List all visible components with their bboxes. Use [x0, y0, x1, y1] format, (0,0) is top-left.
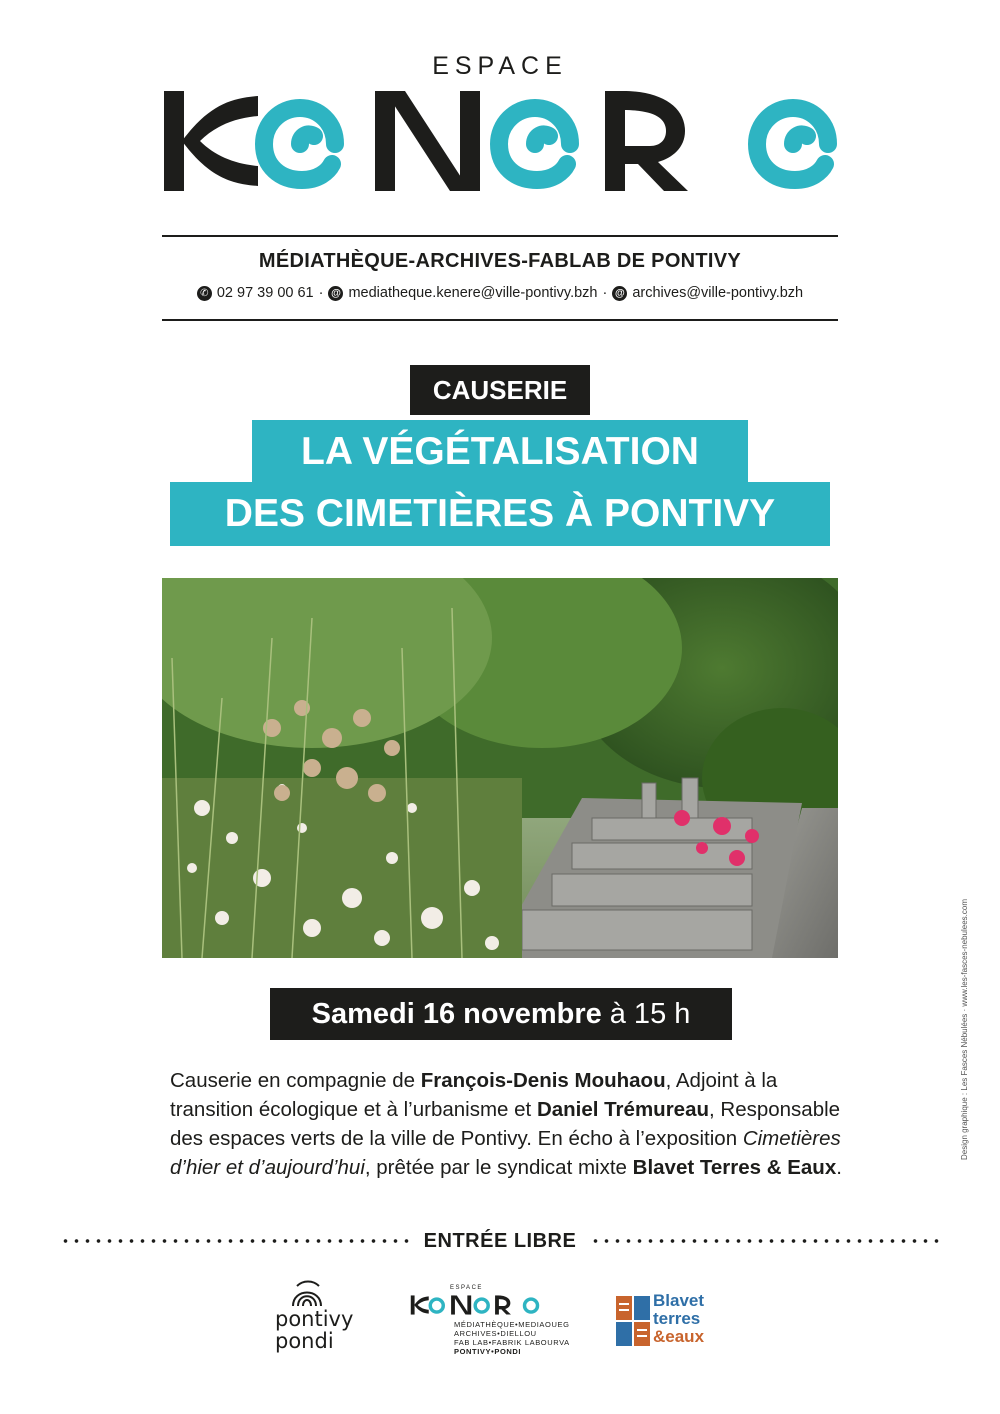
event-title-line1: LA VÉGÉTALISATION: [252, 420, 748, 484]
blavet-eaux: &eaux: [653, 1327, 705, 1346]
email-mediatheque[interactable]: mediatheque.kenere@ville-pontivy.bzh: [348, 285, 598, 301]
fingerprint-icon: [289, 1278, 325, 1308]
kenere-small-logo: [410, 1278, 590, 1358]
kenere-small-line4: PONTIVY•PONDI: [454, 1347, 522, 1356]
phone-number[interactable]: 02 97 39 00 61: [216, 285, 314, 301]
dotted-divider-right: [590, 1239, 940, 1243]
kenere-small-line1: MÉDIATHÈQUE•MEDIAOUEG: [454, 1320, 570, 1329]
partner-name: Blavet Terres & Eaux: [632, 1156, 837, 1179]
header-rule-top: [162, 235, 838, 237]
logo-letter-n: [375, 91, 480, 191]
event-date: [270, 988, 732, 1040]
event-title-line2: DES CIMETIÈRES À PONTIVY: [170, 482, 830, 546]
institution-subtitle: MÉDIATHÈQUE-ARCHIVES-FABLAB DE PONTIVY: [258, 250, 742, 272]
logo-letter-e3: [757, 108, 828, 180]
separator: ·: [318, 285, 324, 301]
blavet-terres: terres: [653, 1309, 701, 1328]
exhibition-title: Cimetières d’hier et d’aujourd’hui: [170, 1127, 841, 1179]
kenere-small-line3: FAB LAB•FABRIK LABOURVA: [454, 1338, 570, 1347]
kenere-small-line2: ARCHIVES•DIELLOU: [454, 1329, 537, 1338]
entry-free: ENTRÉE LIBRE: [423, 1229, 577, 1252]
logo-letter-r: [605, 91, 688, 191]
dotted-divider-left: [60, 1239, 410, 1243]
email-icon: @: [612, 286, 627, 301]
blavet-logo: [616, 1278, 746, 1358]
email-archives[interactable]: archives@ville-pontivy.bzh: [632, 285, 804, 301]
email-icon: @: [328, 286, 343, 301]
speaker-2: Daniel Trémureau: [536, 1098, 709, 1121]
entry-row: [60, 1226, 940, 1256]
logo-letter-e2: [499, 108, 570, 180]
design-credit: Design graphique : Les Fasces Nébulées · www.les-fasces-nebulees.com: [960, 898, 969, 1160]
contact-row: [0, 285, 1000, 301]
event-description: Causerie en compagnie de François-Denis Mouhaou, Adjoint à la transition écologique et à l’urbanisme et Daniel Trémureau, Responsable des espaces verts de la ville de Pontivy. En écho à l’exposition Cimetières d’hier et d’aujourd’hui, prêtée par le syndicat mixte Blavet Terres & Eaux.: [170, 1069, 842, 1179]
kenere-logo: [160, 86, 840, 196]
pontivy-logo: [275, 1278, 380, 1358]
pondi-name: pondi: [275, 1329, 334, 1353]
phone-icon: ✆: [197, 286, 212, 301]
kenere-small-wordmark: [410, 1292, 540, 1318]
logo-letter-k: [164, 91, 258, 191]
espace-label: ESPACE: [432, 52, 568, 80]
kenere-small-espace: ESPACE: [450, 1285, 483, 1291]
cemetery-flowers-photo: [162, 578, 838, 958]
pontivy-name: pontivy: [275, 1307, 354, 1331]
blavet-name: Blavet: [653, 1291, 705, 1310]
speaker-1: François-Denis Mouhaou: [420, 1069, 666, 1092]
event-category: CAUSERIE: [410, 365, 590, 415]
event-date-day: Samedi 16 novembre: [311, 997, 602, 1030]
logo-letter-e1: [264, 108, 335, 180]
separator: ·: [602, 285, 608, 301]
blavet-emblem-icon: [616, 1296, 650, 1346]
header-rule-bottom: [162, 319, 838, 321]
event-date-time: à 15 h: [609, 997, 691, 1030]
